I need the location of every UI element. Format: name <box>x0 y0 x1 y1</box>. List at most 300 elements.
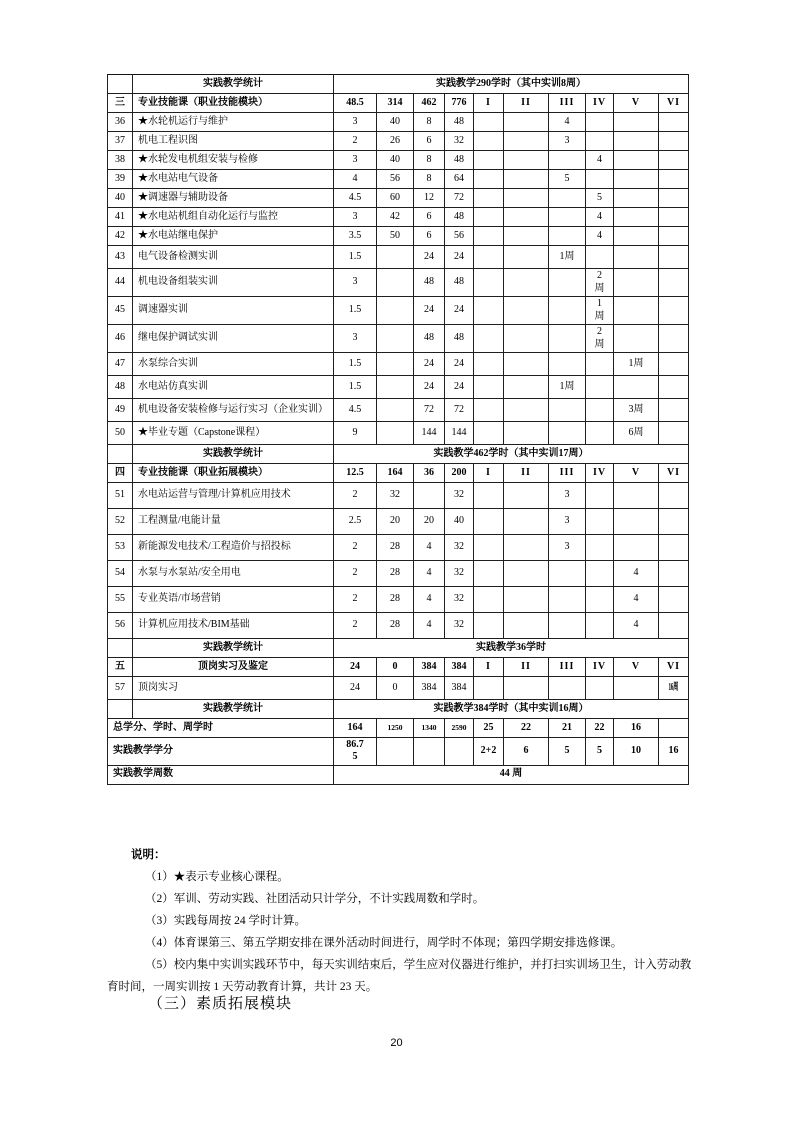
semester-cell <box>474 613 504 639</box>
semester-cell <box>614 535 659 561</box>
row-number-cell: 47 <box>108 353 133 376</box>
hours-cell: 20 <box>414 509 445 535</box>
credits-cell: 86.75 <box>334 738 377 766</box>
section-name-cell: 专业技能课（职业拓展模块） <box>133 464 334 483</box>
semester-cell <box>659 483 689 509</box>
table-row <box>108 509 689 535</box>
semester-cell <box>504 170 549 189</box>
stats-label-cell: 实践教学统计 <box>133 639 334 658</box>
hours-cell: 4 <box>414 613 445 639</box>
semester-cell <box>614 509 659 535</box>
semester-cell: V <box>614 94 659 113</box>
semester-cell <box>504 132 549 151</box>
course-name-cell: 继电保护调试实训 <box>133 325 334 353</box>
table-row <box>108 483 689 509</box>
hours-cell: 4 <box>414 535 445 561</box>
semester-cell <box>586 509 614 535</box>
hours-cell: 72 <box>414 399 445 422</box>
semester-cell: 4 <box>586 208 614 227</box>
hours-cell: 40 <box>377 151 414 170</box>
semester-cell <box>549 208 586 227</box>
semester-cell <box>504 151 549 170</box>
stats-value-cell: 实践教学290学时（其中实训8周） <box>334 75 689 94</box>
semester-cell: I <box>474 94 504 113</box>
semester-cell <box>474 561 504 587</box>
table-row <box>108 208 689 227</box>
semester-cell: 2 周 <box>586 325 614 353</box>
summary-label-cell: 实践教学周数 <box>108 765 334 784</box>
semester-cell <box>474 189 504 208</box>
hours-cell: 12 <box>414 189 445 208</box>
semester-cell <box>504 587 549 613</box>
semester-cell <box>614 483 659 509</box>
credits-cell: 2.5 <box>334 509 377 535</box>
credits-cell: 2 <box>334 132 377 151</box>
hours-cell: 32 <box>377 483 414 509</box>
hours-cell: 32 <box>445 613 474 639</box>
semester-cell: III <box>549 464 586 483</box>
hours-cell: 26 <box>377 132 414 151</box>
semester-cell <box>614 170 659 189</box>
semester-cell <box>614 208 659 227</box>
hours-cell: 60 <box>377 189 414 208</box>
row-number-cell: 42 <box>108 227 133 246</box>
course-name-cell: ★水轮发电机组安装与检修 <box>133 151 334 170</box>
hours-cell: 4 <box>414 561 445 587</box>
hours-cell: 24 <box>445 353 474 376</box>
hours-cell: 32 <box>445 587 474 613</box>
semester-cell <box>549 353 586 376</box>
course-name-cell: 计算机应用技术/BIM基础 <box>133 613 334 639</box>
semester-cell <box>474 399 504 422</box>
semester-cell: 4 <box>614 561 659 587</box>
row-number-cell: 54 <box>108 561 133 587</box>
semester-cell <box>659 376 689 399</box>
table-row <box>108 719 689 738</box>
row-number-cell: 46 <box>108 325 133 353</box>
hours-cell <box>414 738 445 766</box>
semester-cell <box>586 535 614 561</box>
hours-cell: 24 <box>414 376 445 399</box>
credits-cell: 4.5 <box>334 399 377 422</box>
hours-cell: 48 <box>445 269 474 297</box>
semester-cell <box>549 227 586 246</box>
semester-cell <box>504 677 549 700</box>
hours-cell <box>377 399 414 422</box>
semester-cell <box>586 587 614 613</box>
stats-value-cell: 实践教学384学时（其中实训16周） <box>334 700 689 719</box>
hours-cell: 48 <box>445 151 474 170</box>
credits-cell: 1.5 <box>334 246 377 269</box>
semester-cell <box>474 422 504 445</box>
hours-cell <box>377 353 414 376</box>
hours-cell: 56 <box>445 227 474 246</box>
semester-cell <box>504 269 549 297</box>
semester-cell: 5 <box>586 189 614 208</box>
stats-label-cell: 实践教学统计 <box>133 700 334 719</box>
hours-cell: 64 <box>445 170 474 189</box>
notes-title: 说明： <box>131 849 166 861</box>
hours-cell <box>377 376 414 399</box>
credits-cell: 2 <box>334 613 377 639</box>
semester-cell <box>474 376 504 399</box>
semester-cell <box>474 535 504 561</box>
semester-cell <box>504 246 549 269</box>
table-row <box>108 170 689 189</box>
semester-cell: II <box>504 94 549 113</box>
table-row <box>108 113 689 132</box>
hours-cell: 164 <box>377 464 414 483</box>
credits-cell: 1.5 <box>334 376 377 399</box>
semester-cell: VI <box>659 658 689 677</box>
row-number-cell: 三 <box>108 94 133 113</box>
semester-cell <box>659 151 689 170</box>
semester-cell <box>586 170 614 189</box>
semester-cell <box>504 561 549 587</box>
semester-cell <box>586 613 614 639</box>
semester-cell <box>586 132 614 151</box>
hours-cell: 24 <box>414 297 445 325</box>
course-name-cell: 新能源发电技术/工程造价与招投标 <box>133 535 334 561</box>
semester-cell: 5 <box>586 738 614 766</box>
stats-value-cell: 实践教学462学时（其中实训17周） <box>334 445 689 464</box>
hours-cell: 40 <box>445 509 474 535</box>
hours-cell: 0 <box>377 677 414 700</box>
semester-cell <box>474 353 504 376</box>
semester-cell <box>549 422 586 445</box>
hours-cell: 1250 <box>377 719 414 738</box>
row-number-cell: 48 <box>108 376 133 399</box>
hours-cell <box>377 738 414 766</box>
hours-cell: 40 <box>377 113 414 132</box>
semester-cell <box>659 561 689 587</box>
semester-cell <box>586 483 614 509</box>
semester-cell: 22 <box>504 719 549 738</box>
course-name-cell: 水泵与水泵站/安全用电 <box>133 561 334 587</box>
table-row <box>108 561 689 587</box>
table-row <box>108 132 689 151</box>
semester-cell: 3 <box>549 509 586 535</box>
row-number-cell: 36 <box>108 113 133 132</box>
hours-cell: 48 <box>445 113 474 132</box>
semester-cell <box>474 269 504 297</box>
summary-label-cell: 总学分、学时、周学时 <box>108 719 334 738</box>
table-row <box>108 297 689 325</box>
course-name-cell: 水电站仿真实训 <box>133 376 334 399</box>
section-heading: （三）素质拓展模块 <box>148 996 293 1012</box>
semester-cell <box>659 325 689 353</box>
semester-cell <box>474 677 504 700</box>
course-name-cell: 机电设备组装实训 <box>133 269 334 297</box>
page-number: 20 <box>390 1037 403 1049</box>
semester-cell <box>614 325 659 353</box>
table-row <box>108 535 689 561</box>
hours-cell: 24 <box>445 297 474 325</box>
table-row <box>108 246 689 269</box>
curriculum-table <box>107 74 689 785</box>
hours-cell: 6 <box>414 132 445 151</box>
semester-cell <box>659 399 689 422</box>
semester-cell <box>504 509 549 535</box>
table-row <box>108 639 689 658</box>
semester-cell <box>659 587 689 613</box>
semester-cell <box>659 227 689 246</box>
curriculum-table-body <box>108 75 689 785</box>
semester-cell: V <box>614 464 659 483</box>
table-row <box>108 94 689 113</box>
hours-cell: 42 <box>377 208 414 227</box>
semester-cell <box>614 677 659 700</box>
credits-cell: 3 <box>334 151 377 170</box>
semester-cell <box>549 561 586 587</box>
credits-cell: 2 <box>334 587 377 613</box>
summary-label-cell: 实践教学学分 <box>108 738 334 766</box>
semester-cell: 3 <box>549 535 586 561</box>
semester-cell <box>504 189 549 208</box>
row-number-cell: 43 <box>108 246 133 269</box>
hours-cell: 8 <box>414 170 445 189</box>
semester-cell <box>586 113 614 132</box>
hours-cell: 4 <box>414 587 445 613</box>
row-number-cell: 40 <box>108 189 133 208</box>
row-number-cell <box>108 700 133 719</box>
section-name-cell: 顶岗实习及鉴定 <box>133 658 334 677</box>
credits-cell: 48.5 <box>334 94 377 113</box>
hours-cell: 32 <box>445 132 474 151</box>
hours-cell: 384 <box>414 677 445 700</box>
credits-cell: 1.5 <box>334 297 377 325</box>
credits-cell: 2 <box>334 535 377 561</box>
semester-cell: 6周 <box>614 422 659 445</box>
semester-cell <box>549 677 586 700</box>
semester-cell <box>504 399 549 422</box>
row-number-cell: 38 <box>108 151 133 170</box>
hours-cell: 6 <box>414 227 445 246</box>
semester-cell <box>504 353 549 376</box>
semester-cell: 3周 <box>614 399 659 422</box>
semester-cell <box>474 325 504 353</box>
course-name-cell: 专业英语/市场营销 <box>133 587 334 613</box>
note-item-2: （2）军训、劳动实践、社团活动只计学分，不计实践周数和学时。 <box>145 893 485 905</box>
course-name-cell: ★调速器与辅助设备 <box>133 189 334 208</box>
semester-cell <box>659 170 689 189</box>
hours-cell <box>377 246 414 269</box>
credits-cell: 4.5 <box>334 189 377 208</box>
semester-cell <box>586 246 614 269</box>
total-weeks-cell: 44 周 <box>334 765 689 784</box>
hours-cell: 384 <box>414 658 445 677</box>
semester-cell: 4 <box>614 613 659 639</box>
hours-cell <box>445 738 474 766</box>
table-row <box>108 677 689 700</box>
stats-value-cell: 实践教学36学时 <box>334 639 689 658</box>
semester-cell <box>474 297 504 325</box>
credits-cell: 3 <box>334 325 377 353</box>
credits-cell: 3 <box>334 113 377 132</box>
hours-cell: 384 <box>445 658 474 677</box>
row-number-cell: 56 <box>108 613 133 639</box>
semester-cell <box>504 297 549 325</box>
section-name-cell: 专业技能课（职业技能模块） <box>133 94 334 113</box>
table-row <box>108 189 689 208</box>
table-row <box>108 399 689 422</box>
hours-cell: 200 <box>445 464 474 483</box>
semester-cell <box>549 325 586 353</box>
credits-cell: 4 <box>334 170 377 189</box>
row-number-cell <box>108 639 133 658</box>
semester-cell <box>474 246 504 269</box>
row-number-cell: 57 <box>108 677 133 700</box>
stats-label-cell: 实践教学统计 <box>133 445 334 464</box>
hours-cell <box>414 483 445 509</box>
row-number-cell: 50 <box>108 422 133 445</box>
semester-cell: II <box>504 658 549 677</box>
semester-cell <box>474 208 504 227</box>
table-row <box>108 464 689 483</box>
semester-cell <box>659 113 689 132</box>
hours-cell: 32 <box>445 561 474 587</box>
table-row <box>108 325 689 353</box>
credits-cell: 3 <box>334 208 377 227</box>
table-row <box>108 75 689 94</box>
table-row <box>108 151 689 170</box>
semester-cell: VI <box>659 94 689 113</box>
semester-cell <box>549 399 586 422</box>
semester-cell: 3 <box>549 132 586 151</box>
hours-cell: 28 <box>377 561 414 587</box>
row-number-cell <box>108 445 133 464</box>
semester-cell <box>659 246 689 269</box>
row-number-cell: 49 <box>108 399 133 422</box>
credits-cell: 12.5 <box>334 464 377 483</box>
credits-cell: 2 <box>334 483 377 509</box>
table-row <box>108 422 689 445</box>
table-row <box>108 700 689 719</box>
semester-cell <box>659 353 689 376</box>
semester-cell <box>614 297 659 325</box>
semester-cell <box>614 269 659 297</box>
semester-cell: 1 周 <box>586 297 614 325</box>
semester-cell <box>659 535 689 561</box>
credits-cell: 3 <box>334 269 377 297</box>
semester-cell: 4 <box>614 587 659 613</box>
hours-cell: 36 <box>414 464 445 483</box>
row-number-cell: 51 <box>108 483 133 509</box>
semester-cell <box>659 613 689 639</box>
hours-cell: 32 <box>445 535 474 561</box>
semester-cell <box>504 113 549 132</box>
semester-cell <box>614 246 659 269</box>
course-name-cell: ★水轮机运行与维护 <box>133 113 334 132</box>
hours-cell: 32 <box>445 483 474 509</box>
hours-cell: 2590 <box>445 719 474 738</box>
table-row <box>108 738 689 766</box>
semester-cell: 2+2 <box>474 738 504 766</box>
hours-cell: 48 <box>445 208 474 227</box>
semester-cell <box>504 325 549 353</box>
row-number-cell: 55 <box>108 587 133 613</box>
course-name-cell: 水泵综合实训 <box>133 353 334 376</box>
hours-cell: 144 <box>414 422 445 445</box>
semester-cell <box>549 269 586 297</box>
hours-cell: 384 <box>445 677 474 700</box>
stats-label-cell: 实践教学统计 <box>133 75 334 94</box>
course-name-cell: 水电站运营与管理/计算机应用技术 <box>133 483 334 509</box>
row-number-cell: 四 <box>108 464 133 483</box>
note-item-3: （3）实践每周按 24 学时计算。 <box>145 915 306 927</box>
semester-cell <box>586 422 614 445</box>
table-row <box>108 587 689 613</box>
semester-cell: II <box>504 464 549 483</box>
semester-cell <box>549 189 586 208</box>
hours-cell: 72 <box>445 189 474 208</box>
semester-cell: 2 周 <box>586 269 614 297</box>
hours-cell: 8 <box>414 113 445 132</box>
semester-cell <box>614 189 659 208</box>
course-name-cell: ★毕业专题（Capstone课程） <box>133 422 334 445</box>
semester-cell: III <box>549 658 586 677</box>
semester-cell: 4 <box>586 151 614 170</box>
semester-cell <box>549 587 586 613</box>
course-name-cell: ★水电站机组自动化运行与监控 <box>133 208 334 227</box>
hours-cell: 28 <box>377 535 414 561</box>
credits-cell: 9 <box>334 422 377 445</box>
credits-cell: 3.5 <box>334 227 377 246</box>
semester-cell <box>614 132 659 151</box>
semester-cell <box>614 151 659 170</box>
course-name-cell: ★水电站继电保护 <box>133 227 334 246</box>
semester-cell: 21 <box>549 719 586 738</box>
semester-cell <box>586 677 614 700</box>
semester-cell <box>659 719 689 738</box>
row-number-cell: 五 <box>108 658 133 677</box>
note-item-5: （5）校内集中实训实践环节中，每天实训结束后，学生应对仪器进行维护，并打扫实训场卫生，计入劳动教育时间，一周实训按 1 天劳动教育计算，共计 23 天。 <box>107 959 692 993</box>
hours-cell: 6 <box>414 208 445 227</box>
hours-cell: 776 <box>445 94 474 113</box>
hours-cell: 24 <box>414 353 445 376</box>
course-name-cell: 电气设备检测实训 <box>133 246 334 269</box>
semester-cell: I <box>474 464 504 483</box>
semester-cell <box>614 113 659 132</box>
semester-cell <box>659 189 689 208</box>
semester-cell: 1周 <box>549 376 586 399</box>
table-row <box>108 227 689 246</box>
semester-cell <box>474 113 504 132</box>
table-row <box>108 376 689 399</box>
semester-cell: 4 <box>549 113 586 132</box>
semester-cell <box>586 561 614 587</box>
hours-cell: 1340 <box>414 719 445 738</box>
hours-cell: 144 <box>445 422 474 445</box>
row-number-cell: 44 <box>108 269 133 297</box>
course-name-cell: 调速器实训 <box>133 297 334 325</box>
hours-cell: 50 <box>377 227 414 246</box>
semester-cell <box>586 376 614 399</box>
semester-cell <box>549 151 586 170</box>
semester-cell <box>474 170 504 189</box>
hours-cell: 314 <box>377 94 414 113</box>
hours-cell: 24 <box>445 246 474 269</box>
notes-block <box>107 844 695 998</box>
semester-cell <box>659 269 689 297</box>
semester-cell: 1周 <box>549 246 586 269</box>
semester-cell: 16周 <box>659 677 689 700</box>
semester-cell: 5 <box>549 738 586 766</box>
semester-cell <box>586 399 614 422</box>
semester-cell: 22 <box>586 719 614 738</box>
semester-cell <box>659 132 689 151</box>
semester-cell <box>474 587 504 613</box>
